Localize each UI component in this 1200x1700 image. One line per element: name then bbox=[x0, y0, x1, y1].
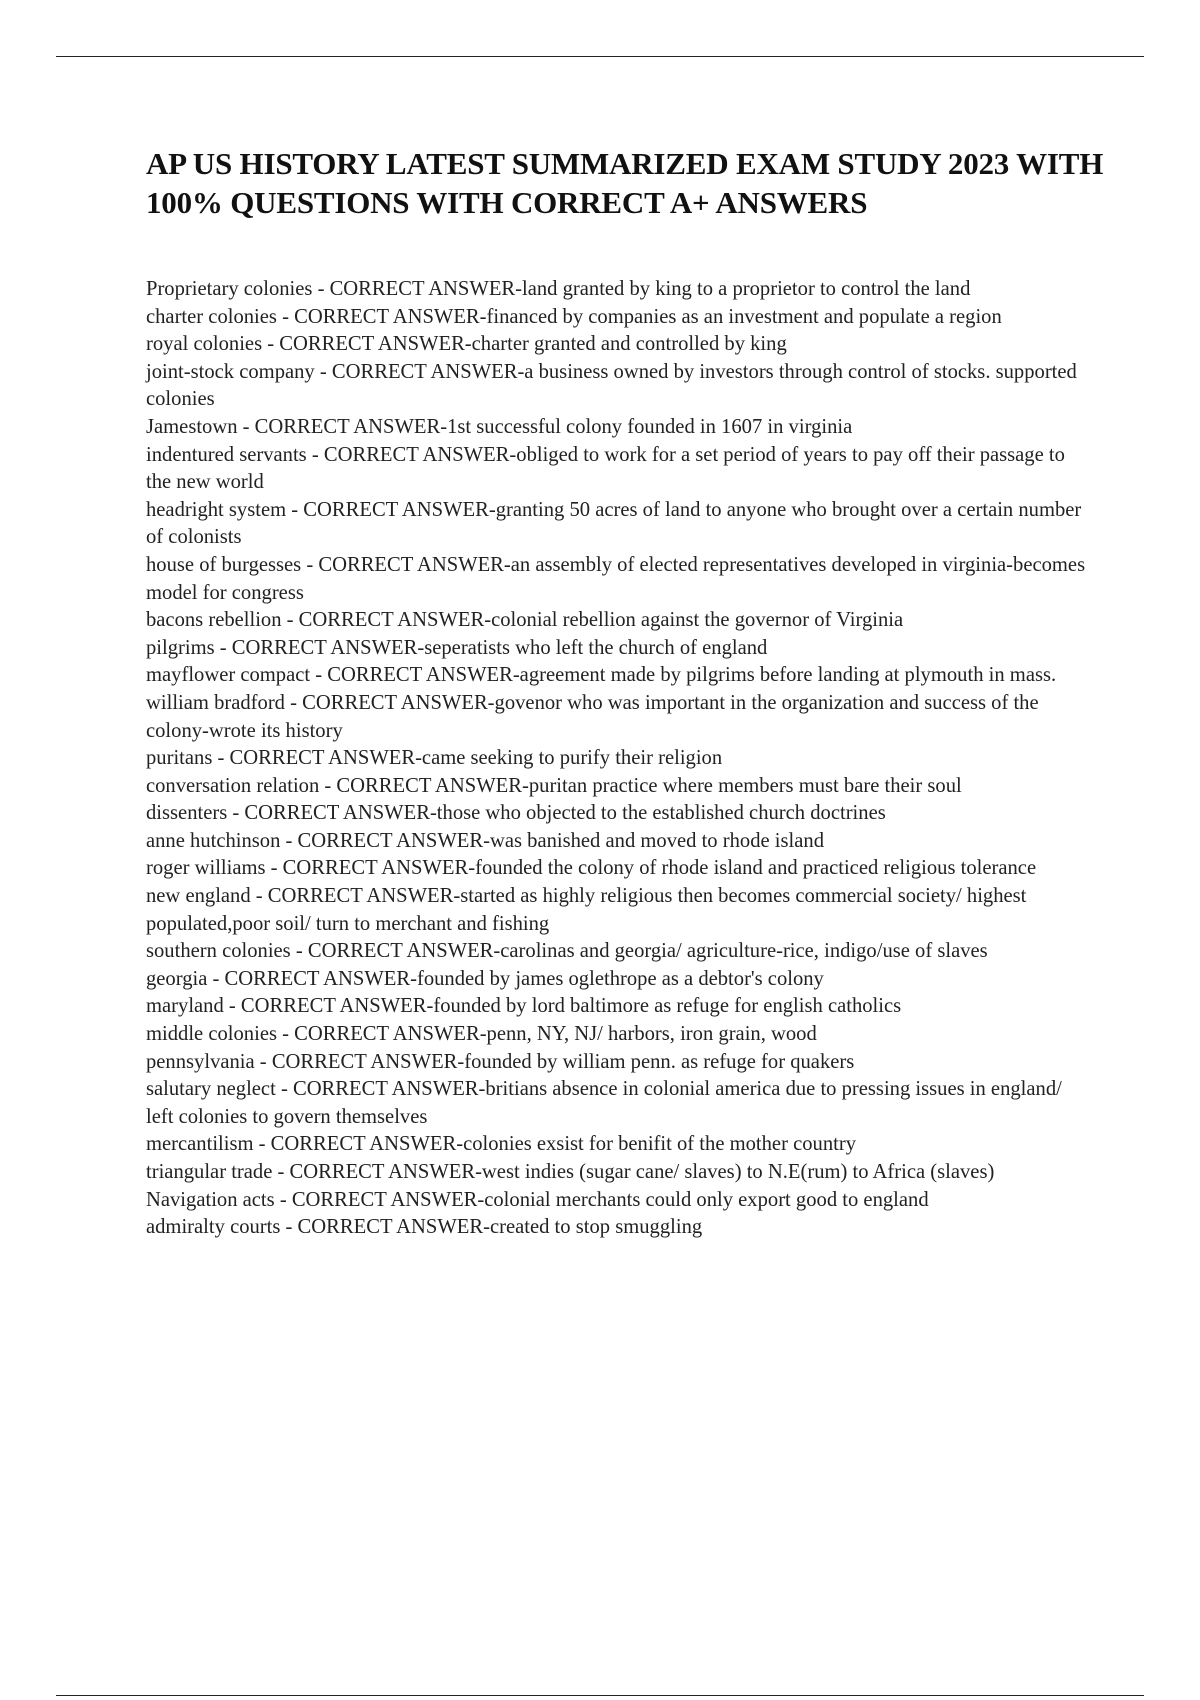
list-item: puritans - CORRECT ANSWER-came seeking to purify their religion bbox=[146, 747, 723, 770]
list-item: georgia - CORRECT ANSWER-founded by james oglethrope as a debtor's colony bbox=[146, 967, 824, 990]
list-item: indentured servants - CORRECT ANSWER-obliged to work for a set period of years to pay off their passage to the new world bbox=[146, 443, 1065, 494]
study-entries bbox=[146, 276, 1091, 1242]
page-title: AP US HISTORY LATEST SUMMARIZED EXAM STUDY 2023 WITH 100% QUESTIONS WITH CORRECT A+ ANSWERS bbox=[146, 146, 1104, 220]
list-item: pilgrims - CORRECT ANSWER-seperatists who left the church of england bbox=[146, 636, 768, 659]
list-item: Proprietary colonies - CORRECT ANSWER-land granted by king to a proprietor to control the land bbox=[146, 278, 971, 300]
list-item: roger williams - CORRECT ANSWER-founded the colony of rhode island and practiced religious tolerance bbox=[146, 857, 1037, 880]
list-item: royal colonies - CORRECT ANSWER-charter granted and controlled by king bbox=[146, 333, 787, 356]
list-item: Navigation acts - CORRECT ANSWER-colonial merchants could only export good to england bbox=[146, 1188, 929, 1211]
list-item: southern colonies - CORRECT ANSWER-carolinas and georgia/ agriculture-rice, indigo/use of slaves bbox=[146, 940, 988, 963]
list-item: house of burgesses - CORRECT ANSWER-an assembly of elected representatives developed in virginia-becomes model for congress bbox=[146, 553, 1086, 604]
list-item: joint-stock company - CORRECT ANSWER-a business owned by investors through control of stocks. supported colonies bbox=[146, 360, 1077, 411]
header-rule bbox=[56, 56, 1144, 57]
list-item: mercantilism - CORRECT ANSWER-colonies exsist for benifit of the mother country bbox=[146, 1133, 856, 1156]
list-item: mayflower compact - CORRECT ANSWER-agreement made by pilgrims before landing at plymouth in mass. bbox=[146, 664, 1057, 687]
footer-rule bbox=[56, 1695, 1144, 1696]
list-item: headright system - CORRECT ANSWER-granting 50 acres of land to anyone who brought over a certain number of colonists bbox=[146, 498, 1082, 549]
list-item: Jamestown - CORRECT ANSWER-1st successful colony founded in 1607 in virginia bbox=[146, 415, 853, 438]
list-item: admiralty courts - CORRECT ANSWER-created to stop smuggling bbox=[146, 1216, 703, 1239]
list-item: triangular trade - CORRECT ANSWER-west indies (sugar cane/ slaves) to N.E(rum) to Africa (slaves) bbox=[146, 1161, 995, 1183]
list-item: charter colonies - CORRECT ANSWER-financed by companies as an investment and populate a region bbox=[146, 305, 1002, 328]
list-item: new england - CORRECT ANSWER-started as highly religious then becomes commercial society/ highest populated,poor soil/ turn to merchant and fishing bbox=[146, 885, 1027, 935]
list-item: anne hutchinson - CORRECT ANSWER-was banished and moved to rhode island bbox=[146, 829, 824, 852]
list-item: conversation relation - CORRECT ANSWER-puritan practice where members must bare their soul bbox=[146, 774, 962, 797]
list-item: dissenters - CORRECT ANSWER-those who objected to the established church doctrines bbox=[146, 802, 886, 825]
list-item: middle colonies - CORRECT ANSWER-penn, NY, NJ/ harbors, iron grain, wood bbox=[146, 1023, 817, 1046]
list-item: salutary neglect - CORRECT ANSWER-britians absence in colonial america due to pressing issues in england/ left colonies to govern themselves bbox=[146, 1078, 1062, 1128]
list-item: bacons rebellion - CORRECT ANSWER-colonial rebellion against the governor of Virginia bbox=[146, 609, 904, 632]
list-item: maryland - CORRECT ANSWER-founded by lord baltimore as refuge for english catholics bbox=[146, 995, 902, 1018]
list-item: william bradford - CORRECT ANSWER-govenor who was important in the organization and success of the colony-wrote its history bbox=[146, 691, 1039, 742]
list-item: pennsylvania - CORRECT ANSWER-founded by william penn. as refuge for quakers bbox=[146, 1050, 855, 1073]
